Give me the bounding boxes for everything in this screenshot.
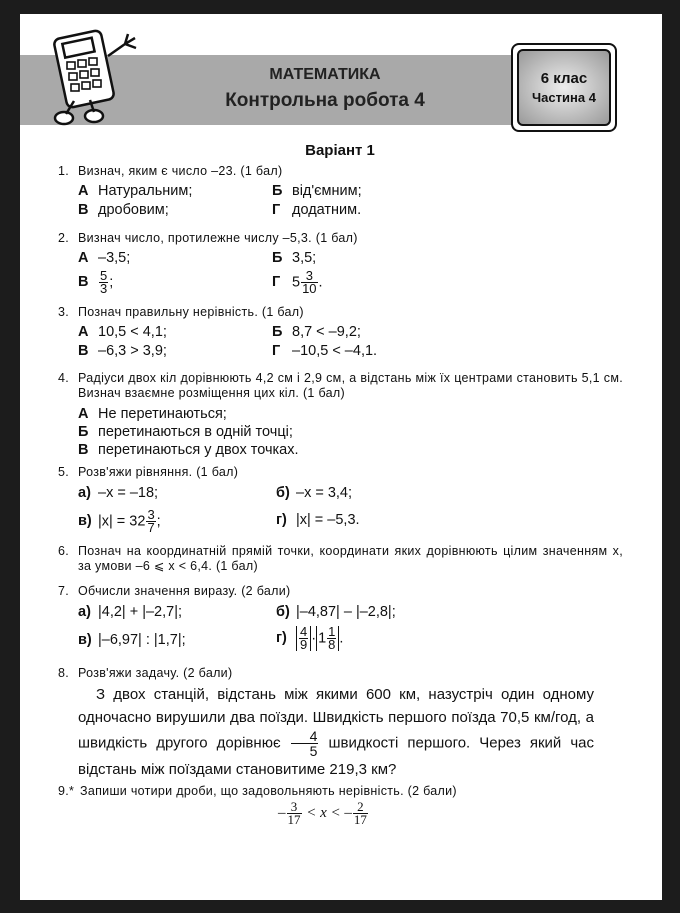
text: Визнач число, протилежне числу –5,3. (1 бал) <box>78 231 358 245</box>
text: 1 <box>328 624 336 639</box>
option-d <box>276 512 360 528</box>
text: –x = –18; <box>98 485 159 501</box>
inequality <box>278 801 369 826</box>
grade-badge <box>511 43 617 132</box>
text: б) <box>276 485 290 501</box>
option-a <box>78 604 182 620</box>
text: 17 <box>287 812 301 827</box>
text: 10 <box>302 281 317 296</box>
option-d <box>276 626 343 651</box>
option-b <box>272 183 362 199</box>
text: Розв'яжи задачу. (2 бали) <box>78 666 233 680</box>
option-b <box>272 324 361 340</box>
option-c <box>78 509 161 534</box>
text: Г <box>272 274 281 291</box>
text: – <box>344 804 352 821</box>
text: 3. <box>58 305 70 319</box>
text: 9 <box>300 637 308 652</box>
text: Б <box>272 183 283 199</box>
text: від'ємним; <box>292 183 362 199</box>
text: –10,5 < –4,1. <box>292 343 378 359</box>
option-b <box>272 250 316 266</box>
variant-title: Варіант 1 <box>305 142 375 159</box>
text: 8 <box>328 637 336 652</box>
text: |4,2| + |–2,7|; <box>98 604 182 620</box>
text: швидкості першого. Через який час відстань між поїздами становитиме 219,3 км? <box>78 734 594 778</box>
text: А <box>78 183 89 199</box>
text: 2. <box>58 231 70 245</box>
text: А <box>78 250 89 266</box>
text: Б <box>272 324 283 340</box>
text: б) <box>276 604 290 620</box>
text: . <box>339 630 344 647</box>
option-b <box>276 485 352 501</box>
text: 5 <box>309 743 318 759</box>
text: 3 <box>147 507 155 522</box>
text: 7. <box>58 584 70 598</box>
option-a <box>78 324 167 340</box>
q-number: 1. <box>58 164 70 178</box>
text: Натуральним; <box>98 183 193 199</box>
text: г) <box>276 512 287 528</box>
text: Познач правильну нерівність. (1 бал) <box>78 305 304 319</box>
work-title: Контрольна робота 4 <box>225 90 425 111</box>
text: ; <box>109 274 114 291</box>
text: |–6,97| : |1,7|; <box>98 632 186 648</box>
text: а) <box>78 604 91 620</box>
option-a <box>78 406 227 422</box>
text: 17 <box>353 812 367 827</box>
text: перетинаються у двох точках. <box>98 442 299 458</box>
text: . <box>318 274 323 291</box>
option-d <box>272 343 377 359</box>
text: Познач на координатній прямій точки, координати яких дорівнюють цілим значенням x, за умови –6 ⩽ x < 6,4. (1 бал) <box>78 544 623 573</box>
text: в) <box>78 632 92 648</box>
problem-text <box>78 683 594 781</box>
text: |x| = 32 <box>98 513 146 530</box>
text: Б <box>78 424 89 440</box>
text: 4. <box>58 371 70 385</box>
text: 3 <box>100 281 108 296</box>
text: дробовим; <box>98 202 169 218</box>
q-text: Визнач, яким є число –23. (1 бал) <box>78 164 283 178</box>
text: додатним. <box>292 202 362 218</box>
text: 7 <box>147 520 155 535</box>
text: –x = 3,4; <box>296 485 353 501</box>
option-a <box>78 183 192 199</box>
text: 5 <box>100 268 108 283</box>
part-label: Частина 4 <box>532 90 596 105</box>
text: г) <box>276 630 287 647</box>
text: –6,3 > 3,9; <box>98 343 167 359</box>
text: 8. <box>58 666 70 680</box>
text: 3 <box>301 270 317 283</box>
text: 5 <box>292 274 301 291</box>
option-c <box>78 442 299 458</box>
text: –3,5; <box>98 250 131 266</box>
text: |x| = –5,3. <box>296 512 360 528</box>
text: в) <box>78 513 92 530</box>
text: · <box>311 630 317 647</box>
text: В <box>78 202 89 218</box>
text: З двох станцій, відстань між якими 600 км, назустріч один одному одночасно вирушили два поїзди. Швидкість першого поїзда 70,5 км/год, а швидкість другого дорівнює <box>78 686 594 752</box>
option-a <box>78 485 158 501</box>
text: 5. <box>58 465 70 479</box>
text: Г <box>272 202 281 218</box>
option-a <box>78 250 130 266</box>
text: 8,7 < –9,2; <box>292 324 361 340</box>
text: В <box>78 442 89 458</box>
text: В <box>78 343 89 359</box>
text: 3 <box>287 801 302 814</box>
text: – <box>278 804 286 821</box>
text: 9.* <box>58 784 75 798</box>
text: Б <box>272 250 283 266</box>
text: ; <box>156 513 161 530</box>
text: В <box>78 274 89 291</box>
text: 4 <box>291 729 319 744</box>
calculator-mascot-icon <box>50 26 140 126</box>
option-b <box>78 424 293 440</box>
option-c <box>78 270 113 295</box>
text: А <box>78 406 89 422</box>
option-b <box>276 604 396 620</box>
text: 6. <box>58 544 70 558</box>
text: Не перетинаються; <box>98 406 227 422</box>
option-d <box>272 270 323 295</box>
subject-title: МАТЕМАТИКА <box>269 66 381 83</box>
text: < x < <box>306 804 341 821</box>
option-c <box>78 632 186 648</box>
option-c <box>78 202 169 218</box>
text: 1 <box>318 630 327 647</box>
text: а) <box>78 485 91 501</box>
text: 2 <box>353 801 368 814</box>
text: А <box>78 324 89 340</box>
grade-label: 6 клас <box>540 70 588 87</box>
text: |–4,87| – |–2,8|; <box>296 604 396 620</box>
text: Г <box>272 343 281 359</box>
option-d <box>272 202 361 218</box>
text: 10,5 < 4,1; <box>98 324 167 340</box>
text: перетинаються в одній точці; <box>98 424 293 440</box>
text: Розв'яжи рівняння. (1 бал) <box>78 465 239 479</box>
text: 4 <box>300 624 308 639</box>
text: Запиши чотири дроби, що задовольняють нерівність. (2 бали) <box>80 784 457 798</box>
text: 3,5; <box>292 250 317 266</box>
text: Радіуси двох кіл дорівнюють 4,2 см і 2,9 см, а відстань між їх центрами становить 5,1 см. Визнач взаємне розміщення цих кіл. (1 бал) <box>78 371 623 400</box>
option-c <box>78 343 167 359</box>
text: Обчисли значення виразу. (2 бали) <box>78 584 291 598</box>
